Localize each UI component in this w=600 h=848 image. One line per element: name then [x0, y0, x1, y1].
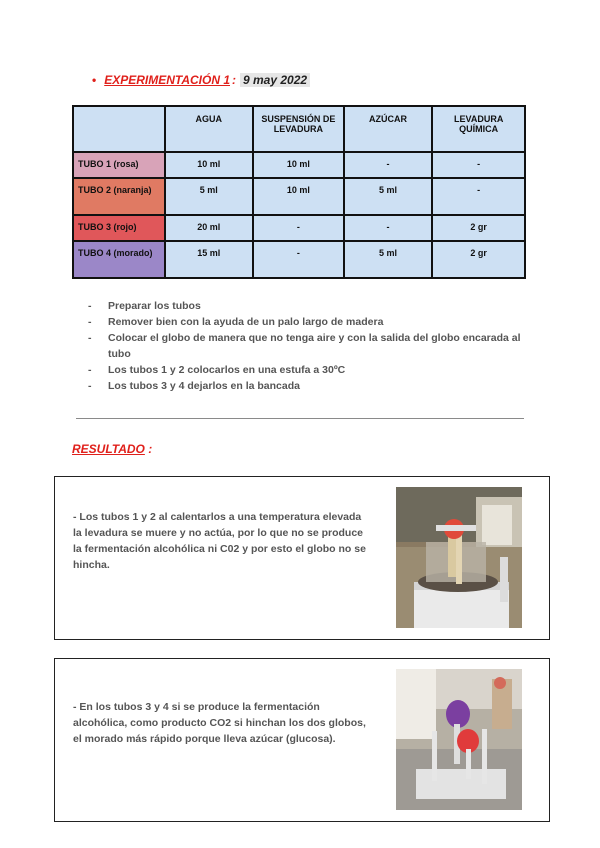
row-label-tube-4: TUBO 4 (morado) — [73, 241, 165, 278]
photo-inflated-balloons — [396, 669, 522, 810]
table-cell: 5 ml — [344, 178, 433, 215]
table-header-row — [73, 106, 525, 152]
list-item: - Remover bien con la ayuda de un palo largo de madera — [88, 314, 528, 330]
table-cell: 5 ml — [344, 241, 433, 278]
table-row — [73, 152, 525, 178]
table-cell: - — [253, 215, 344, 241]
result-text-2: - En los tubos 3 y 4 si se produce la fermentación alcohólica, como producto CO2 si hinchan los dos globos, el morado más rápido porque lleva azúcar (glucosa). — [73, 701, 366, 745]
header-cell-chemical-yeast: LEVADURA QUÍMICA — [432, 106, 525, 152]
table-cell: - — [432, 152, 525, 178]
table-cell: 5 ml — [165, 178, 253, 215]
header-cell-yeast-suspension: SUSPENSIÓN DE LEVADURA — [253, 106, 344, 152]
row-label-tube-3: TUBO 3 (rojo) — [73, 215, 165, 241]
table-cell: 15 ml — [165, 241, 253, 278]
list-item: - Preparar los tubos — [88, 298, 528, 314]
row-label-tube-1: TUBO 1 (rosa) — [73, 152, 165, 178]
table-cell: - — [344, 215, 433, 241]
header-cell-empty — [73, 106, 165, 152]
result-box-1 — [54, 476, 550, 640]
table-row — [73, 178, 525, 215]
photo-heated-tubes — [396, 487, 522, 628]
table-cell: 10 ml — [253, 178, 344, 215]
heading-separator: : — [232, 73, 236, 87]
header-cell-sugar: AZÚCAR — [344, 106, 433, 152]
result-heading — [72, 442, 152, 456]
experiment-heading — [92, 73, 310, 87]
table-cell: - — [344, 152, 433, 178]
result-text-1: - Los tubos 1 y 2 al calentarlos a una temperatura elevada la levadura se muere y no actúa, por lo que no se produce la fermentación alcohólica ni C02 y por esto el globo no se hincha. — [73, 511, 366, 571]
table-cell: 2 gr — [432, 215, 525, 241]
table-cell: 20 ml — [165, 215, 253, 241]
table-cell: - — [253, 241, 344, 278]
list-item: - Los tubos 1 y 2 colocarlos en una estufa a 30ºC — [88, 362, 528, 378]
experiment-title: EXPERIMENTACIÓN 1 — [104, 73, 230, 87]
table-row — [73, 241, 525, 278]
procedure-list — [88, 298, 528, 394]
table-cell: 2 gr — [432, 241, 525, 278]
table-row — [73, 215, 525, 241]
table-cell: - — [432, 178, 525, 215]
bullet-icon: • — [92, 73, 97, 87]
experiment-date: 9 may 2022 — [240, 73, 310, 87]
table-cell: 10 ml — [165, 152, 253, 178]
header-cell-water: AGUA — [165, 106, 253, 152]
table-cell: 10 ml — [253, 152, 344, 178]
divider — [76, 418, 524, 419]
list-item: - Los tubos 3 y 4 dejarlos en la bancada — [88, 378, 528, 394]
result-separator: : — [148, 442, 153, 456]
result-box-2 — [54, 658, 550, 822]
experiment-table — [72, 105, 526, 279]
row-label-tube-2: TUBO 2 (naranja) — [73, 178, 165, 215]
result-title: RESULTADO — [72, 442, 145, 456]
list-item: - Colocar el globo de manera que no tenga aire y con la salida del globo encarada al tubo — [88, 330, 528, 362]
